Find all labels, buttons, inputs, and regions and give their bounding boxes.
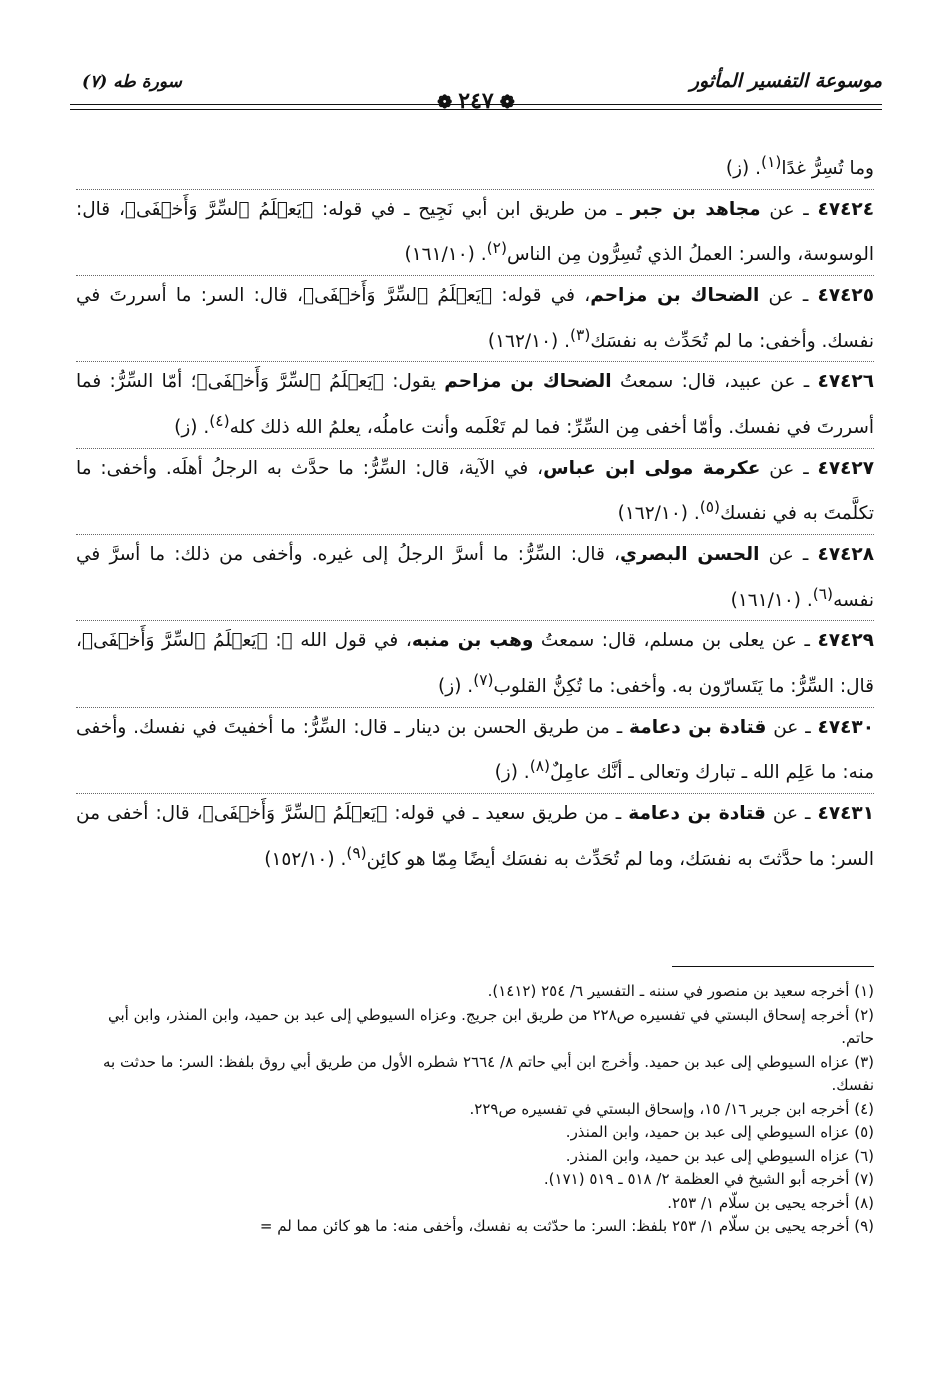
entry-ref: . (ز) bbox=[438, 676, 474, 698]
entry-number: ٤٧٤٣٠ bbox=[817, 716, 874, 738]
header-rule bbox=[70, 104, 882, 105]
entry-text: ، قال: السِّرُّ: ما أسرَّ الرجلُ إلى غيره. وأخفى من ذلك: ما أسرَّ في نفسه bbox=[76, 544, 874, 611]
entry-continuation bbox=[76, 143, 874, 190]
header-rule bbox=[70, 109, 882, 110]
entry bbox=[76, 362, 874, 448]
entry-intro: ـ عن bbox=[759, 544, 818, 566]
page-number-block bbox=[70, 88, 882, 114]
entry-text: ، في الآية، قال: السِّرُّ: ما حدَّث به الرجلُ أهلَه. وأخفى: ما تكلَّمتَ به في نفسك bbox=[76, 457, 874, 525]
entry-intro: ـ عن bbox=[766, 716, 818, 738]
page-header bbox=[70, 64, 882, 120]
entry bbox=[76, 708, 874, 794]
footnote-marker: (١) bbox=[761, 153, 782, 171]
entry-intro: ـ عن bbox=[765, 803, 818, 825]
footnote-marker: (٩) bbox=[346, 843, 367, 862]
main-text bbox=[76, 143, 874, 880]
footnote: (١) أخرجه سعيد بن منصور في سننه ـ التفسير ٦/ ٢٥٤ (١٤١٢). bbox=[487, 982, 874, 1000]
footnotes bbox=[74, 980, 874, 1239]
footnote: (٦) عزاه السيوطي إلى عبد بن حميد، وابن المنذر. bbox=[565, 1146, 874, 1165]
ornament-icon: ❁ bbox=[499, 92, 515, 113]
entry-ref: . (ز) bbox=[174, 417, 210, 439]
entry-number: ٤٧٤٢٦ bbox=[817, 371, 875, 393]
footnote: (٣) عزاه السيوطي إلى عبد بن حميد. وأخرج ابن أبي حاتم ٨/ ٢٦٦٤ شطره الأول من طريق أبي روق بلفظ: السر: ما حدثت به نفسك. bbox=[103, 1052, 874, 1094]
entry bbox=[76, 535, 874, 621]
entry-number: ٤٧٤٢٥ bbox=[817, 285, 874, 307]
footnote-marker: (٣) bbox=[570, 325, 591, 344]
entry-text: ـ من طريق ابن أبي نَجِيح ـ في قوله: ﴿يَعۡلَمُ ٱلسِّرَّ وَأَخۡفَى﴾، قال: الوسوسة، والسر: العملُ الذي تُسِرُّون مِن الناس bbox=[76, 198, 874, 266]
narrator-name: مجاهد بن جبر bbox=[630, 198, 761, 220]
narrator-name: الضحاك بن مزاحم bbox=[444, 371, 612, 393]
entry-intro: ـ عن bbox=[759, 285, 818, 307]
page-number: ٢٤٧ bbox=[458, 88, 494, 114]
entry-number: ٤٧٤٢٤ bbox=[817, 198, 874, 220]
entry-text: ، في قوله: ﴿يَعۡلَمُ ٱلسِّرَّ وَأَخۡفَى﴾، قال: السر: ما أسررتَ في نفسك. وأخفى: ما لم تُحَدِّث به نفسَك bbox=[76, 285, 874, 352]
entry-intro: ـ عن bbox=[760, 457, 818, 479]
entry-text: وما تُسِرُّ غدًا bbox=[781, 158, 874, 180]
footnote-marker: (٨) bbox=[529, 757, 551, 776]
entry-ref: . (١٥٢/١٠) bbox=[264, 848, 347, 870]
footnote: (٧) أخرجه أبو الشيخ في العظمة ٢/ ٥١٨ ـ ٥١٩ (١٧١). bbox=[543, 1170, 874, 1188]
ornament-icon: ❁ bbox=[437, 92, 453, 113]
narrator-name: قتادة بن دعامة bbox=[628, 803, 766, 825]
footnote-marker: (٦) bbox=[812, 584, 834, 603]
entry bbox=[76, 621, 874, 707]
entry-ref: . (ز) bbox=[725, 158, 762, 180]
narrator-name: قتادة بن دعامة bbox=[629, 716, 767, 738]
footnote-marker: (٢) bbox=[486, 239, 507, 258]
footnote-marker: (٥) bbox=[699, 498, 721, 517]
entry-text: ، في قول الله ﷻ: ﴿يَعۡلَمُ ٱلسِّرَّ وَأَخۡفَى﴾، قال: السِّرُّ: ما يَتَسارّون به. وأخفى: ما تُكِنُّ القلوب bbox=[76, 630, 874, 698]
entry-number: ٤٧٤٢٩ bbox=[817, 630, 874, 652]
entry-intro: ـ عن يعلى بن مسلم، قال: سمعتُ bbox=[533, 630, 818, 652]
entry-ref: . (١٦٢/١٠) bbox=[617, 503, 700, 525]
entry-ref: . (١٦١/١٠) bbox=[730, 589, 813, 611]
entry-number: ٤٧٤٢٧ bbox=[817, 457, 874, 479]
entry-text: يقول: ﴿يَعۡلَمُ ٱلسِّرَّ وَأَخۡفَى﴾؛ أمّا السِّرُّ: فما أسررتَ في نفسك. وأمّا أخفى مِن السِّرِّ: فما لم تَعْلَمه وأنت عاملُه، يعلمُ الله ذلك كله bbox=[76, 371, 874, 439]
entry-ref: . (١٦١/١٠) bbox=[404, 244, 487, 266]
entry-text: ـ من طريق سعيد ـ في قوله: ﴿يَعۡلَمُ ٱلسِّرَّ وَأَخۡفَى﴾، قال: أخفى من السر: ما حدَّثتَ به نفسَك، وما لم تُحَدِّث به نفسَك أيضًا مِمّا هو كائِن bbox=[76, 803, 874, 870]
entry-intro: ـ عن عبيد، قال: سمعتُ bbox=[611, 371, 818, 393]
entry-intro: ـ عن bbox=[760, 198, 818, 220]
entry-text: ـ من طريق الحسن بن دينار ـ قال: السِّرُّ: ما أخفيتَ في نفسك. وأخفى منه: ما عَلِم الله ـ تبارك وتعالى ـ أنَّك عامِلٌ bbox=[76, 716, 874, 784]
entry-number: ٤٧٤٢٨ bbox=[817, 544, 875, 566]
book-title: موسوعة التفسير المأثور bbox=[689, 70, 882, 92]
narrator-name: الحسن البصري bbox=[620, 544, 760, 566]
surah-title: سورة طه (٧) bbox=[82, 72, 182, 92]
footnote-divider bbox=[672, 966, 874, 967]
narrator-name: عكرمة مولى ابن عباس bbox=[543, 457, 761, 479]
footnote: (٩) أخرجه يحيى بن سلّام ١/ ٢٥٣ بلفظ: السر: ما حدّثت به نفسك، وأخفى منه: ما هو كائن مما لم = bbox=[259, 1217, 874, 1235]
entry bbox=[76, 190, 874, 276]
entry bbox=[76, 449, 874, 535]
footnote: (٢) أخرجه إسحاق البستي في تفسيره ص٢٢٨ من طريق ابن جريج. وعزاه السيوطي إلى عبد بن حميد، وابن المنذر، وابن أبي حاتم. bbox=[108, 1005, 874, 1047]
entry-ref: . (ز) bbox=[494, 762, 530, 784]
entry bbox=[76, 794, 874, 879]
entry bbox=[76, 276, 874, 362]
footnote: (٤) أخرجه ابن جرير ١٦/ ١٥، وإسحاق البستي في تفسيره ص٢٢٩. bbox=[469, 1099, 874, 1118]
footnote: (٥) عزاه السيوطي إلى عبد بن حميد، وابن المنذر. bbox=[565, 1123, 874, 1141]
entry-ref: . (١٦٢/١٠) bbox=[487, 330, 571, 352]
narrator-name: الضحاك بن مزاحم bbox=[590, 285, 760, 307]
footnote: (٨) أخرجه يحيى بن سلّام ١/ ٢٥٣. bbox=[667, 1193, 874, 1212]
narrator-name: وهب بن منبه bbox=[411, 630, 534, 652]
entry-number: ٤٧٤٣١ bbox=[817, 803, 874, 825]
footnote-marker: (٧) bbox=[473, 671, 494, 690]
footnote-marker: (٤) bbox=[209, 412, 230, 431]
